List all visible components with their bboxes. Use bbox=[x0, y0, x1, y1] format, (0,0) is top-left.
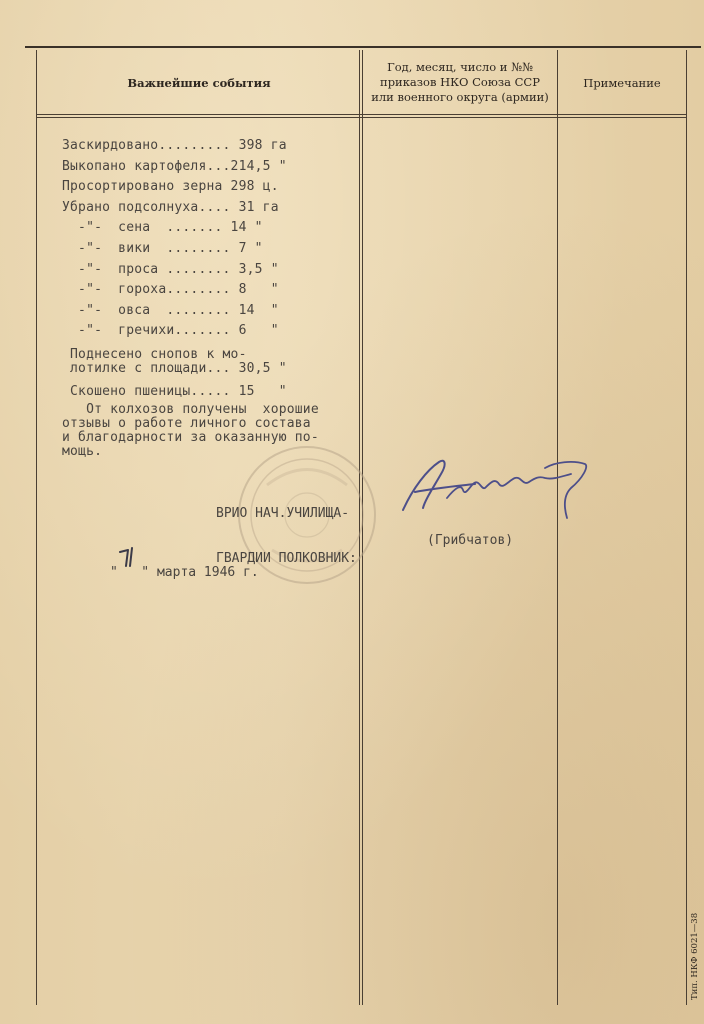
header-date-line: или военного округа (армии) bbox=[371, 90, 549, 104]
events-text bbox=[62, 136, 362, 459]
signatory-name: (Грибчатов) bbox=[427, 533, 514, 548]
handwritten-signature bbox=[395, 448, 595, 528]
header-date-orders bbox=[366, 60, 554, 105]
header-date-line: Год, месяц, число и №№ bbox=[387, 60, 533, 74]
feedback-line: и благодарности за оказанную по- bbox=[62, 429, 319, 445]
feedback-line: отзывы о работе личного состава bbox=[62, 415, 311, 431]
header-date-line: приказов НКО Союза ССР bbox=[380, 75, 540, 89]
top-border-line bbox=[25, 46, 701, 48]
header-note: Примечание bbox=[583, 76, 661, 90]
entry-line: -"- проса ........ 3,5 " bbox=[62, 261, 279, 277]
entry-line: -"- гороха........ 8 " bbox=[62, 282, 279, 298]
sheaves-line: Поднесено снопов к мо- bbox=[62, 346, 247, 362]
signature-title-line: ГВАРДИИ ПОЛКОВНИК: bbox=[216, 551, 357, 566]
document-date: " " марта 1946 г. bbox=[110, 565, 259, 580]
column-border-right bbox=[686, 50, 687, 1005]
printer-imprint: Тип. НКФ 6021—38 bbox=[690, 912, 700, 1000]
entry-line: -"- овса ........ 14 " bbox=[62, 302, 279, 318]
signature-title-line: ВРИО НАЧ.УЧИЛИЩА- bbox=[216, 506, 350, 521]
entry-line: -"- гречихи....... 6 " bbox=[62, 323, 279, 339]
entry-line: Выкопано картофеля...214,5 " bbox=[62, 158, 287, 174]
sheaves-line: лотилке с площади... 30,5 " bbox=[62, 360, 287, 376]
entry-line: -"- вики ........ 7 " bbox=[62, 240, 263, 256]
entry-line: Заскирдовано......... 398 га bbox=[62, 138, 287, 153]
header-divider bbox=[36, 114, 686, 115]
wheat-line: Скошено пшеницы..... 15 " bbox=[62, 383, 287, 399]
header-events: Важнейшие события bbox=[127, 76, 271, 90]
entry-line: -"- сена ....... 14 " bbox=[62, 220, 263, 236]
entry-line: Убрано подсолнуха.... 31 га bbox=[62, 199, 279, 215]
feedback-line: мощь. bbox=[62, 443, 103, 459]
feedback-line: От колхозов получены хорошие bbox=[62, 401, 319, 417]
entry-line: Просортировано зерна 298 ц. bbox=[62, 179, 279, 195]
column-border-left bbox=[36, 50, 37, 1005]
header-divider-double bbox=[36, 117, 686, 118]
